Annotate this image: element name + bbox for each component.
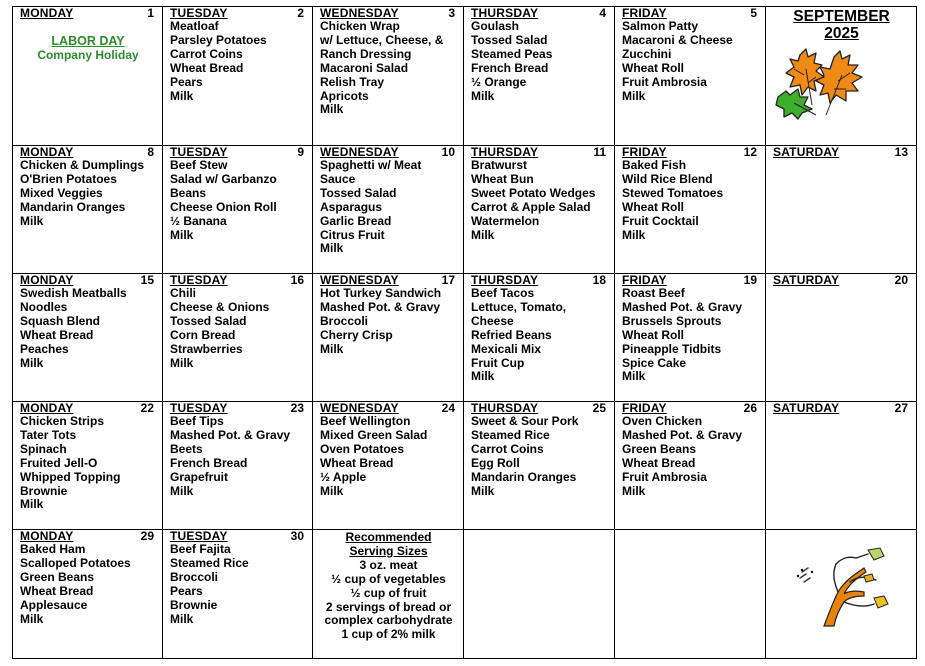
menu-item: Milk — [320, 241, 344, 256]
day-number: 1 — [147, 7, 154, 20]
menu-item: Steamed Rice — [170, 555, 249, 570]
menu-item: Milk — [20, 213, 44, 228]
menu-items — [170, 543, 249, 626]
day-cell — [313, 146, 463, 273]
menu-item: French Bread — [170, 455, 248, 470]
menu-item: Milk — [170, 355, 194, 370]
day-name: FRIDAY — [622, 146, 667, 159]
month-header-cell — [766, 7, 916, 145]
menu-item: Wheat Bread — [622, 455, 696, 470]
recommended-serving-sizes — [313, 530, 463, 658]
menu-item: Milk — [622, 483, 646, 498]
day-name: MONDAY — [20, 146, 74, 159]
menu-item: Milk — [622, 369, 646, 384]
menu-item: Mixed Green Salad — [320, 427, 428, 442]
day-cell — [766, 146, 916, 273]
grid-line — [916, 6, 917, 658]
menu-item: Wheat Bread — [20, 583, 94, 598]
day-cell — [766, 402, 916, 529]
day-number: 12 — [743, 146, 757, 159]
day-number: 30 — [290, 530, 304, 543]
day-number: 10 — [441, 146, 455, 159]
serving-size-line: ½ cup of vegetables — [331, 571, 446, 586]
menu-item: Steamed Rice — [471, 427, 550, 442]
day-cell — [615, 146, 765, 273]
menu-item: Beef Tacos — [471, 286, 535, 300]
menu-item: Mashed Pot. & Gravy — [170, 427, 291, 442]
month-year: 2025 — [824, 25, 859, 42]
menu-item: Strawberries — [170, 341, 243, 356]
menu-item: Wheat Roll — [622, 327, 684, 342]
holiday-note — [13, 35, 162, 62]
day-name: TUESDAY — [170, 7, 228, 20]
menu-item: Spaghetti w/ Meat — [320, 158, 422, 172]
day-cell — [163, 274, 312, 401]
menu-item: Pineapple Tidbits — [622, 341, 722, 356]
serving-sizes-text — [313, 531, 463, 642]
menu-item: Wheat Bread — [20, 327, 94, 342]
menu-item: Milk — [20, 355, 44, 370]
grid-line — [12, 658, 917, 659]
menu-item: Beef Wellington — [320, 414, 411, 428]
day-number: 22 — [140, 402, 154, 415]
day-cell — [313, 274, 463, 401]
menu-item: Milk — [622, 88, 646, 103]
menu-item: Green Beans — [622, 441, 697, 456]
menu-item: Relish Tray — [320, 74, 385, 89]
day-number: 18 — [592, 274, 606, 287]
day-cell — [464, 274, 614, 401]
day-number: 5 — [750, 7, 757, 20]
day-name: THURSDAY — [471, 274, 539, 287]
menu-item: Meatloaf — [170, 19, 219, 33]
menu-item: Wheat Roll — [622, 199, 684, 214]
menu-item: Milk — [622, 227, 646, 242]
menu-item: Pears — [170, 74, 203, 89]
menu-item: Milk — [170, 611, 194, 626]
day-number: 16 — [290, 274, 304, 287]
menu-items — [20, 159, 144, 229]
day-number: 23 — [290, 402, 304, 415]
menu-items — [320, 20, 443, 117]
menu-item: Fruit Ambrosia — [622, 74, 707, 89]
menu-item: Milk — [320, 102, 344, 117]
menu-item: Tossed Salad — [320, 185, 397, 200]
menu-item: Beans — [170, 185, 207, 200]
menu-item: Spice Cake — [622, 355, 687, 370]
day-cell — [13, 7, 162, 145]
menu-item: Baked Fish — [622, 158, 687, 172]
day-name: MONDAY — [20, 530, 74, 543]
menu-item: Chicken Strips — [20, 414, 105, 428]
menu-item: Hot Turkey Sandwich — [320, 286, 442, 300]
menu-item: Lettuce, Tomato, — [471, 299, 567, 314]
menu-item: Beef Tips — [170, 414, 224, 428]
menu-item: Milk — [320, 341, 344, 356]
menu-item: Baked Ham — [20, 542, 86, 556]
day-name: WEDNESDAY — [320, 146, 399, 159]
menu-items — [320, 415, 427, 498]
menu-items — [622, 20, 733, 103]
day-cell — [13, 274, 162, 401]
menu-item: Swedish Meatballs — [20, 286, 127, 300]
day-number: 8 — [147, 146, 154, 159]
menu-item: Carrot Coins — [170, 46, 243, 61]
menu-items — [170, 20, 267, 103]
day-number: 2 — [297, 7, 304, 20]
day-number: 4 — [599, 7, 606, 20]
menu-item: Pears — [170, 583, 203, 598]
menu-item: Broccoli — [170, 569, 219, 584]
day-number: 19 — [743, 274, 757, 287]
day-number: 20 — [894, 274, 908, 287]
menu-item: Fruit Ambrosia — [622, 469, 707, 484]
day-cell — [163, 530, 312, 658]
menu-item: Peaches — [20, 341, 69, 356]
menu-item: Citrus Fruit — [320, 227, 385, 242]
menu-item: Apricots — [320, 88, 369, 103]
windy-tree-icon — [794, 546, 890, 630]
menu-item: Asparagus — [320, 199, 383, 214]
menu-item: Whipped Topping — [20, 469, 121, 484]
serving-size-line: 3 oz. meat — [359, 557, 418, 572]
menu-item: Macaroni & Cheese — [622, 32, 733, 47]
day-name: THURSDAY — [471, 402, 539, 415]
menu-item: Milk — [320, 483, 344, 498]
menu-item: Noodles — [20, 299, 68, 314]
menu-item: ½ Banana — [170, 213, 227, 228]
day-number: 17 — [441, 274, 455, 287]
menu-item: Scalloped Potatoes — [20, 555, 131, 570]
menu-items — [471, 415, 578, 498]
menu-item: Wheat Roll — [622, 60, 684, 75]
menu-item: Applesauce — [20, 597, 88, 612]
menu-item: Wheat Bun — [471, 171, 534, 186]
month-name: SEPTEMBER — [793, 8, 890, 25]
menu-item: Roast Beef — [622, 286, 685, 300]
menu-item: Stewed Tomatoes — [622, 185, 724, 200]
menu-items — [20, 543, 131, 626]
day-number: 13 — [894, 146, 908, 159]
serving-sizes-title: Recommended — [345, 530, 432, 544]
menu-items — [622, 415, 742, 498]
autumn-leaves-icon — [772, 45, 868, 123]
menu-item: Tater Tots — [20, 427, 77, 442]
menu-item: Watermelon — [471, 213, 540, 228]
menu-items — [20, 415, 120, 512]
menu-item: Spinach — [20, 441, 67, 456]
menu-item: Mashed Pot. & Gravy — [622, 427, 743, 442]
day-name: FRIDAY — [622, 7, 667, 20]
day-name: THURSDAY — [471, 7, 539, 20]
day-number: 3 — [448, 7, 455, 20]
menu-item: Sweet & Sour Pork — [471, 414, 579, 428]
menu-item: Cheese — [471, 313, 514, 328]
day-name: FRIDAY — [622, 274, 667, 287]
menu-item: Squash Blend — [20, 313, 101, 328]
day-cell — [313, 402, 463, 529]
menu-item: Beets — [170, 441, 203, 456]
menu-item: Milk — [471, 369, 495, 384]
menu-item: Mandarin Oranges — [471, 469, 577, 484]
day-name: TUESDAY — [170, 402, 228, 415]
day-cell — [313, 7, 463, 145]
menu-item: Beef Stew — [170, 158, 228, 172]
day-name: SATURDAY — [773, 146, 840, 159]
menu-item: Milk — [170, 227, 194, 242]
day-name: WEDNESDAY — [320, 7, 399, 20]
menu-item: Milk — [471, 227, 495, 242]
menu-item: Tossed Salad — [471, 32, 548, 47]
menu-items — [471, 287, 566, 384]
menu-item: Milk — [471, 88, 495, 103]
menu-item: Bratwurst — [471, 158, 528, 172]
menu-items — [170, 159, 277, 242]
menu-item: Grapefruit — [170, 469, 229, 484]
month-title — [766, 8, 916, 42]
menu-calendar — [12, 6, 917, 658]
menu-item: Carrot & Apple Salad — [471, 199, 591, 214]
menu-item: Cheese Onion Roll — [170, 199, 277, 214]
holiday-title: LABOR DAY — [51, 34, 125, 48]
menu-items — [622, 287, 742, 384]
menu-items — [20, 287, 127, 370]
menu-item: Broccoli — [320, 313, 369, 328]
day-name: MONDAY — [20, 7, 74, 20]
serving-size-line: complex carbohydrate — [324, 613, 453, 628]
menu-item: Wheat Bread — [320, 455, 394, 470]
menu-item: French Bread — [471, 60, 549, 75]
menu-item: Wheat Bread — [170, 60, 244, 75]
day-cell — [163, 402, 312, 529]
menu-item: Mashed Pot. & Gravy — [320, 299, 441, 314]
menu-item: Wild Rice Blend — [622, 171, 713, 186]
menu-item: Zucchini — [622, 46, 672, 61]
menu-item: Garlic Bread — [320, 213, 392, 228]
day-name: WEDNESDAY — [320, 274, 399, 287]
menu-items — [170, 415, 290, 498]
day-cell — [766, 274, 916, 401]
day-cell — [615, 402, 765, 529]
day-name: FRIDAY — [622, 402, 667, 415]
menu-item: Milk — [471, 483, 495, 498]
menu-items — [622, 159, 723, 242]
menu-item: Sweet Potato Wedges — [471, 185, 596, 200]
menu-item: ½ Orange — [471, 74, 527, 89]
menu-item: Steamed Peas — [471, 46, 553, 61]
menu-item: Chicken Wrap — [320, 19, 400, 33]
menu-item: w/ Lettuce, Cheese, & — [320, 32, 444, 47]
menu-item: Brussels Sprouts — [622, 313, 722, 328]
day-number: 26 — [743, 402, 757, 415]
day-number: 27 — [894, 402, 908, 415]
holiday-subtitle: Company Holiday — [37, 47, 139, 62]
menu-item: Mixed Veggies — [20, 185, 103, 200]
day-cell — [163, 7, 312, 145]
menu-item: Tossed Salad — [170, 313, 247, 328]
serving-size-line: 1 cup of 2% milk — [341, 627, 436, 642]
day-cell — [464, 402, 614, 529]
day-cell — [615, 274, 765, 401]
menu-item: ½ Apple — [320, 469, 367, 484]
menu-item: Milk — [20, 497, 44, 512]
menu-item: Corn Bread — [170, 327, 236, 342]
day-name: SATURDAY — [773, 402, 840, 415]
menu-item: Fruit Cocktail — [622, 213, 699, 228]
day-name: MONDAY — [20, 402, 74, 415]
menu-item: Egg Roll — [471, 455, 520, 470]
day-number: 15 — [140, 274, 154, 287]
menu-item: Milk — [170, 88, 194, 103]
menu-item: Ranch Dressing — [320, 46, 412, 61]
menu-item: Parsley Potatoes — [170, 32, 267, 47]
day-cell — [163, 146, 312, 273]
day-number: 9 — [297, 146, 304, 159]
serving-sizes-subtitle: Serving Sizes — [349, 543, 428, 558]
menu-item: Goulash — [471, 19, 520, 33]
menu-item: Oven Potatoes — [320, 441, 405, 456]
menu-item: Oven Chicken — [622, 414, 703, 428]
menu-item: Cheese & Onions — [170, 299, 270, 314]
menu-item: Mexicali Mix — [471, 341, 542, 356]
day-name: TUESDAY — [170, 274, 228, 287]
menu-item: Sauce — [320, 171, 356, 186]
menu-item: Chili — [170, 286, 196, 300]
day-number: 29 — [140, 530, 154, 543]
menu-item: Salad w/ Garbanzo — [170, 171, 277, 186]
menu-item: O'Brien Potatoes — [20, 171, 117, 186]
menu-item: Mandarin Oranges — [20, 199, 126, 214]
menu-item: Brownie — [170, 597, 218, 612]
menu-item: Brownie — [20, 483, 68, 498]
day-cell — [13, 146, 162, 273]
day-name: SATURDAY — [773, 274, 840, 287]
day-cell — [464, 146, 614, 273]
day-name: TUESDAY — [170, 146, 228, 159]
day-name: TUESDAY — [170, 530, 228, 543]
menu-item: Green Beans — [20, 569, 95, 584]
menu-items — [170, 287, 269, 370]
menu-items — [320, 287, 441, 357]
day-cell — [13, 402, 162, 529]
menu-item: Salmon Patty — [622, 19, 699, 33]
day-number: 24 — [441, 402, 455, 415]
menu-item: Cherry Crisp — [320, 327, 393, 342]
menu-item: Fruited Jell-O — [20, 455, 98, 470]
menu-item: Refried Beans — [471, 327, 552, 342]
day-name: WEDNESDAY — [320, 402, 399, 415]
menu-item: Macaroni Salad — [320, 60, 409, 75]
day-name: MONDAY — [20, 274, 74, 287]
menu-item: Milk — [20, 611, 44, 626]
day-cell — [615, 7, 765, 145]
menu-item: Mashed Pot. & Gravy — [622, 299, 743, 314]
menu-item: Chicken & Dumplings — [20, 158, 145, 172]
serving-size-line: ½ cup of fruit — [350, 585, 427, 600]
day-cell — [13, 530, 162, 658]
day-number: 25 — [592, 402, 606, 415]
menu-item: Fruit Cup — [471, 355, 525, 370]
menu-item: Beef Fajita — [170, 542, 231, 556]
menu-items — [320, 159, 421, 256]
day-name: THURSDAY — [471, 146, 539, 159]
menu-items — [471, 159, 595, 242]
menu-item: Milk — [170, 483, 194, 498]
serving-size-line: 2 servings of bread or — [325, 599, 452, 614]
menu-items — [471, 20, 552, 103]
menu-item: Carrot Coins — [471, 441, 544, 456]
day-cell — [464, 7, 614, 145]
decoration-cell — [766, 530, 916, 658]
day-number: 11 — [593, 146, 606, 159]
